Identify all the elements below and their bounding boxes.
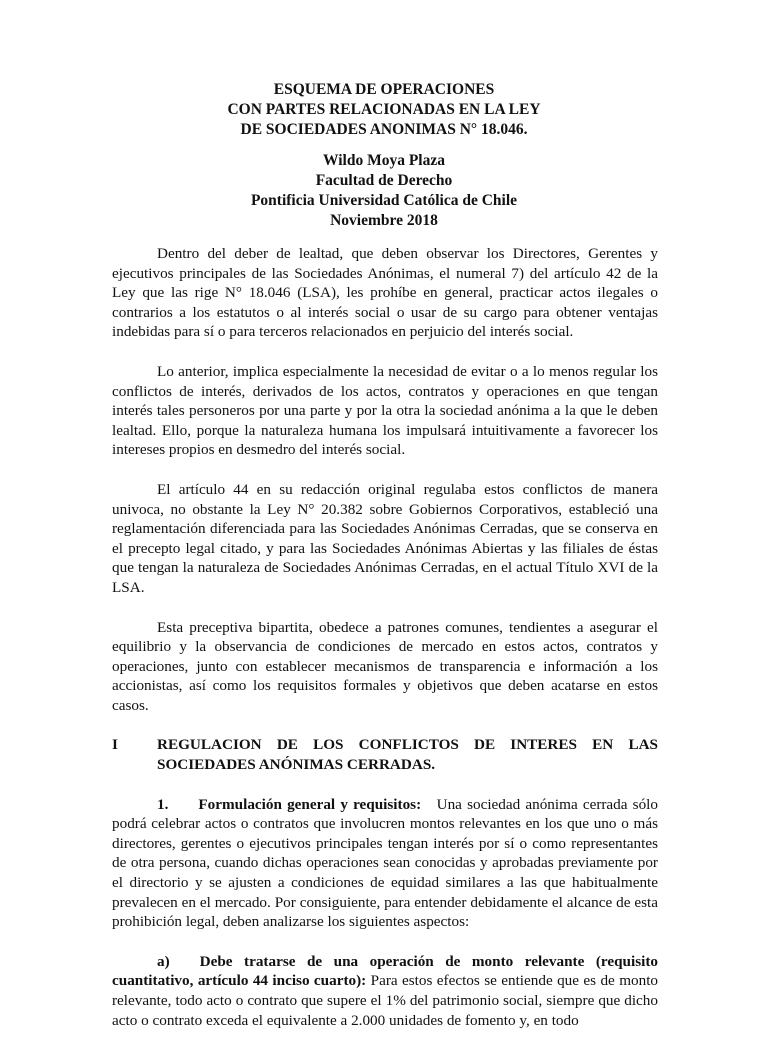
paragraph-3: El artículo 44 en su redacción original regulaba estos conflictos de manera univoca, no obstante la Ley N° 20.382 sobre Gobiernos Corporativos, estableció una reglamentación diferenciada para las Sociedades Anónimas Cerradas, que se conserva en el precepto legal citado, y para las Sociedades Anónimas Abiertas y las filiales de éstas que tengan la naturaleza de Sociedades Anónimas Cerradas, en el actual Título XVI de la LSA. bbox=[112, 480, 658, 596]
section-title: REGULACION DE LOS CONFLICTOS DE INTERES EN LAS SOCIEDADES ANÓNIMAS CERRADAS. bbox=[157, 736, 658, 774]
title-line-3: DE SOCIEDADES ANONIMAS N° 18.046. bbox=[240, 121, 528, 138]
document-date: Noviembre 2018 bbox=[330, 212, 438, 229]
paragraph-4: Esta preceptiva bipartita, obedece a patrones comunes, tendientes a asegurar el equilibrio y la observancia de condiciones de mercado en estos actos, contratos y operaciones, junto con establecer mecanismos de transparencia e información a los accionistas, así como los requisitos formales y objetivos que deben acatarse en estos casos. bbox=[112, 618, 658, 714]
subsection-1-text: Una sociedad anónima cerrada sólo podrá celebrar actos o contratos que involucren montos relevantes en los que uno o más directores, gerentes o ejecutivos principales tengan interés por sí o como representantes de otra persona, cuando dichas operaciones sean conocidas y aprobadas previamente por el directorio y se ajusten a condiciones de equidad similares a las que habitualmente prevalecen en el mercado. Por consiguiente, para entender debidamente el alcance de esta prohibición legal, deben analizarse los siguientes aspectos: bbox=[112, 795, 658, 931]
author-name: Wildo Moya Plaza bbox=[323, 152, 445, 169]
document-title bbox=[0, 80, 768, 140]
author-block bbox=[0, 151, 768, 231]
section-number: I bbox=[112, 736, 118, 754]
author-university: Pontificia Universidad Católica de Chile bbox=[250, 192, 518, 209]
paragraph-2: Lo anterior, implica especialmente la necesidad de evitar o a lo menos regular los conflictos de interés, derivados de los actos, contratos y operaciones en que tengan interés tales personeros por una parte y por la otra la sociedad anónima a la que le deben lealtad. Ello, porque la naturaleza humana los impulsará intuitivamente a favorecer los intereses propios en desmedro del interés social. bbox=[112, 362, 658, 459]
paragraph-1: Dentro del deber de lealtad, que deben observar los Directores, Gerentes y ejecutivos principales de las Sociedades Anónimas, el numeral 7) del artículo 42 de la Ley que las rige N° 18.046 (LSA), les prohíbe en general, practicar actos ilegales o contrarios a los estatutos o al interés social o usar de su cargo para obtener ventajas indebidas para sí o para terceros relacionados en perjuicio del interés social. bbox=[112, 245, 658, 341]
subsection-1-number: 1. bbox=[157, 795, 169, 813]
section-heading bbox=[112, 735, 658, 774]
title-line-2: CON PARTES RELACIONADAS EN LA LEY bbox=[227, 101, 541, 118]
document-body bbox=[112, 244, 658, 1050]
subsection-1-paragraph bbox=[112, 795, 658, 932]
author-faculty: Facultad de Derecho bbox=[315, 172, 453, 189]
subsection-a-paragraph bbox=[112, 952, 658, 1030]
subsection-a-title: Debe tratarse de una operación de monto relevante (requisito cuantitativo, artículo 44 inciso cuarto): bbox=[112, 952, 658, 990]
subsection-a-text: Para estos efectos se entiende que es de monto relevante, todo acto o contrato que supere el 1% del patrimonio social, siempre que dicho acto o contrato exceda el equivalente a 2.000 unidades de fomento y, en todo bbox=[112, 972, 659, 1029]
subsection-1-title: Formulación general y requisitos: bbox=[198, 795, 422, 813]
title-line-1: ESQUEMA DE OPERACIONES bbox=[273, 81, 495, 98]
subsection-a-number: a) bbox=[157, 952, 170, 970]
